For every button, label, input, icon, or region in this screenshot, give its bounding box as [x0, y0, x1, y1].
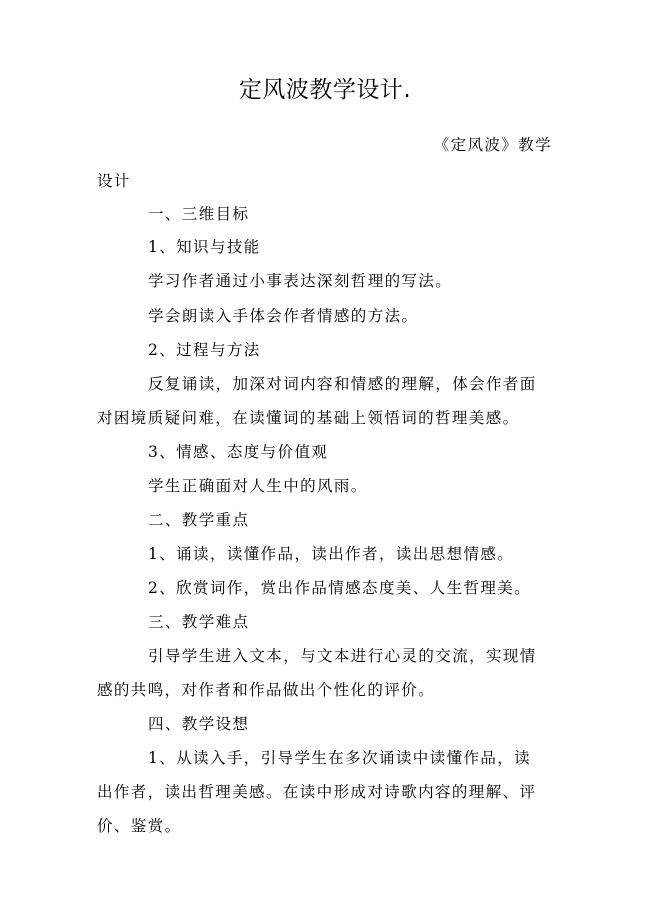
paragraph-line: 学生正确面对人生中的风雨。	[148, 477, 368, 495]
subheading-process-method: 2、过程与方法	[148, 341, 261, 359]
list-item: 1、从读入手，引导学生在多次诵读中读懂作品，读	[148, 749, 532, 767]
document-title: 定风波教学设计.	[238, 77, 412, 103]
paragraph-line: 反复诵读，加深对词内容和情感的理解，体会作者面	[148, 375, 537, 393]
subtitle-line: 《定风波》教学	[433, 136, 552, 154]
paragraph-line-continued: 感的共鸣，对作者和作品做出个性化的评价。	[97, 681, 436, 699]
list-item-continued: 出作者，读出哲理美感。在读中形成对诗歌内容的理解、评	[97, 783, 537, 801]
subtitle-line-continued: 设计	[97, 172, 131, 190]
paragraph-line-continued: 对困境质疑问难，在读懂词的基础上领悟词的哲理美感。	[97, 409, 520, 427]
paragraph-line: 学习作者通过小事表达深刻哲理的写法。	[148, 272, 453, 290]
subheading-emotion-attitude-values: 3、情感、态度与价值观	[148, 443, 329, 461]
section-heading-key-points: 二、教学重点	[148, 511, 250, 529]
paragraph-line: 引导学生进入文本，与文本进行心灵的交流，实现情	[148, 647, 537, 665]
section-heading-teaching-ideas: 四、教学设想	[148, 715, 250, 733]
subheading-knowledge-skills: 1、知识与技能	[148, 238, 261, 256]
list-item: 1、诵读，读懂作品，读出作者，读出思想情感。	[148, 545, 515, 563]
list-item-continued: 价、鉴赏。	[97, 817, 182, 835]
section-heading-difficulties: 三、教学难点	[148, 613, 250, 631]
paragraph-line: 学会朗读入手体会作者情感的方法。	[148, 307, 419, 325]
section-heading-objectives: 一、三维目标	[148, 205, 250, 223]
list-item: 2、欣赏词作，赏出作品情感态度美、人生哲理美。	[148, 579, 532, 597]
